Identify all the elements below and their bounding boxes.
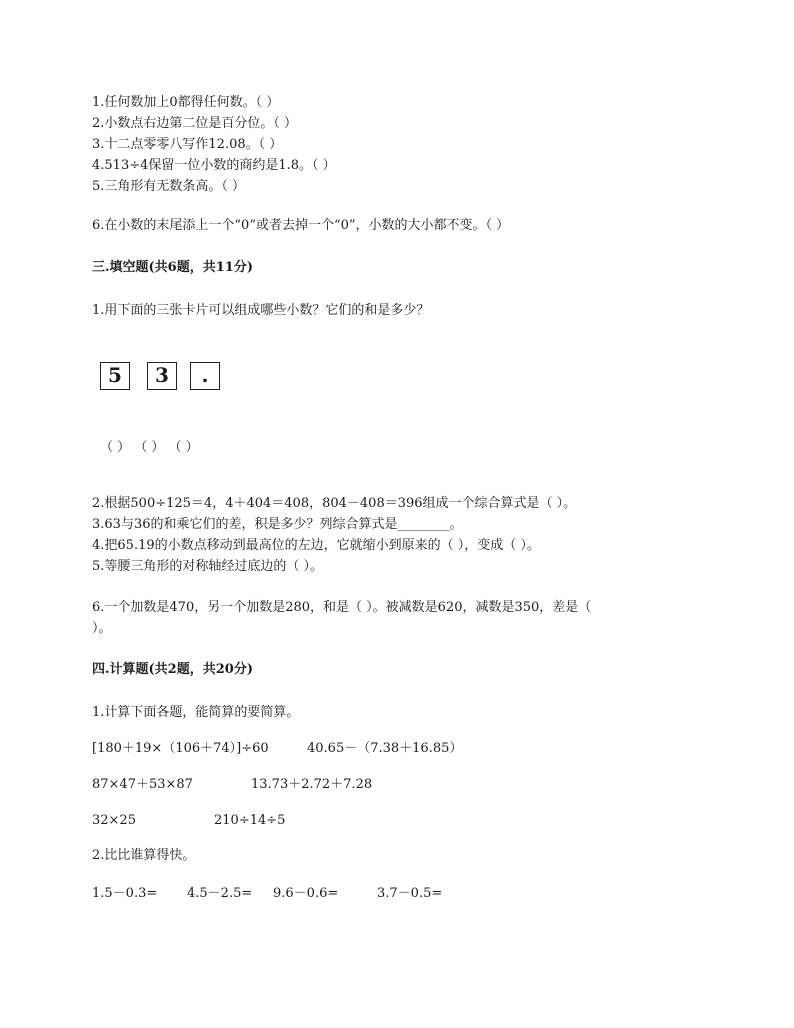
judge-question-6: 6.在小数的末尾添上一个“0”或者去掉一个“0”，小数的大小都不变。（ ） [92, 218, 510, 233]
judge-question-1: 1.任何数加上0都得任何数。（ ） [92, 95, 280, 110]
calc-expression: [180＋19×（106＋74）]÷60 [92, 741, 269, 756]
judge-question-5: 5.三角形有无数条高。（ ） [92, 179, 246, 194]
calc-expression: 32×25 [92, 813, 136, 828]
section-4-title: 四.计算题(共2题，共20分) [92, 662, 253, 677]
calc-expression: 87×47＋53×87 [92, 777, 193, 792]
mental-math-item: 3.7－0.5= [377, 886, 443, 901]
judge-question-3: 3.十二点零零八写作12.08。（ ） [92, 137, 283, 152]
fill-question-6-line-2: ）。 [92, 621, 112, 636]
digit-card-5: 5 [100, 362, 130, 390]
judge-question-4: 4.513÷4保留一位小数的商约是1.8。（ ） [92, 158, 336, 173]
section-3-title: 三.填空题(共6题，共11分) [92, 260, 253, 275]
fill-question-3: 3.63与36的和乘它们的差，积是多少？列综合算式是________。 [92, 517, 463, 532]
mental-math-item: 9.6－0.6= [273, 886, 339, 901]
fill-question-6-line-1: 6.一个加数是470，另一个加数是280，和是（ ）。被减数是620，减数是350，差是（ [92, 600, 592, 615]
calc-question-1: 1.计算下面各题，能简算的要简算。 [92, 705, 300, 720]
decimal-point-card: . [190, 362, 220, 390]
calc-expression: 40.65－（7.38＋16.85） [307, 741, 463, 756]
digit-card-3: 3 [147, 362, 177, 390]
mental-math-item: 1.5－0.3= [92, 886, 158, 901]
calc-question-2: 2.比比谁算得快。 [92, 848, 196, 863]
answer-blanks: （ ） （ ） （ ） [100, 440, 199, 455]
calc-expression: 13.73＋2.72＋7.28 [251, 777, 373, 792]
fill-question-5: 5.等腰三角形的对称轴经过底边的（ ）。 [92, 559, 324, 574]
calc-expression: 210÷14÷5 [214, 813, 286, 828]
fill-question-4: 4.把65.19的小数点移动到最高位的左边，它就缩小到原来的（ ），变成（ ）。 [92, 538, 540, 553]
judge-question-2: 2.小数点右边第二位是百分位。（ ） [92, 116, 298, 131]
fill-question-2: 2.根据500÷125＝4，4＋404＝408，804－408＝396组成一个综合算式是（ ）。 [92, 496, 577, 511]
mental-math-item: 4.5－2.5= [187, 886, 253, 901]
fill-question-1: 1.用下面的三张卡片可以组成哪些小数？它们的和是多少？ [92, 303, 430, 318]
